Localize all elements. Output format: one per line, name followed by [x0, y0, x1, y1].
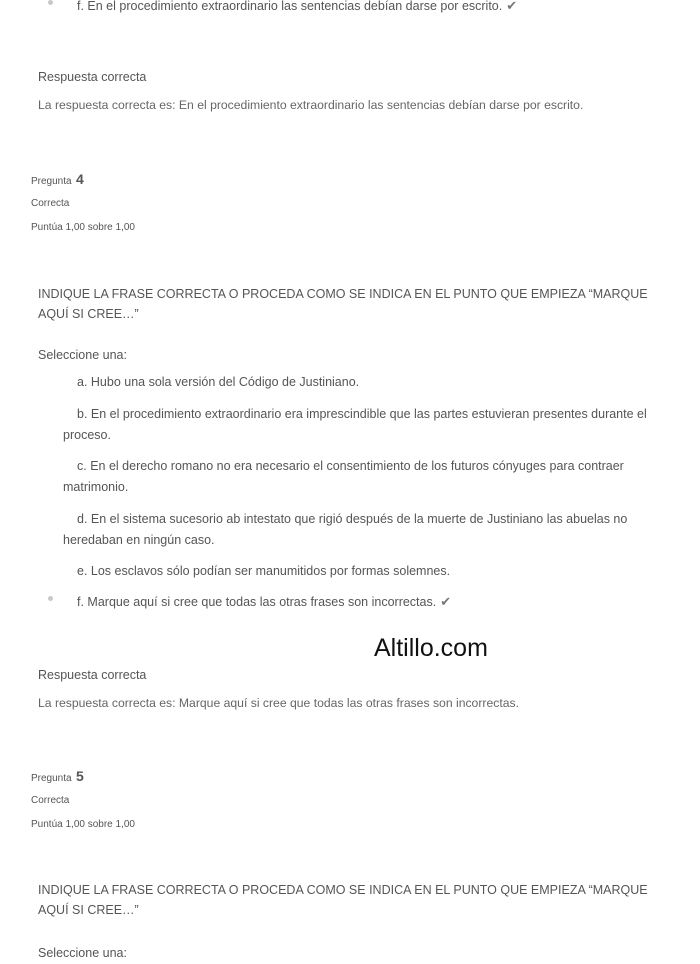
question-number: 5 — [76, 768, 84, 784]
question-state-q4: Correcta — [31, 198, 70, 209]
select-label-q4: Seleccione una: — [38, 348, 127, 362]
question-grade-q4: Puntúa 1,00 sobre 1,00 — [31, 222, 135, 233]
feedback-body-q3: La respuesta correcta es: En el procedimiento extraordinario las sentencias debían darse por escrito. — [38, 98, 584, 112]
question-grade-q5: Puntúa 1,00 sobre 1,00 — [31, 819, 135, 830]
option-c-q4-label: c. En el derecho romano no era necesario el consentimiento de los futuros cónyuges para contraer matrimonio. — [63, 459, 624, 494]
option-f-q4[interactable] — [77, 591, 451, 613]
check-icon: ✔ — [506, 0, 518, 13]
option-f-q4-label: f. Marque aquí si cree que todas las otras frases son incorrectas. — [77, 595, 437, 609]
option-b-q4-label: b. En el procedimiento extraordinario era imprescindible que las partes estuvieran presentes durante el proceso. — [63, 407, 647, 442]
question-number: 4 — [76, 171, 84, 187]
radio-selected-icon[interactable] — [48, 0, 53, 5]
feedback-body-q4: La respuesta correcta es: Marque aquí si cree que todas las otras frases son incorrectas. — [38, 696, 519, 710]
option-e-q4[interactable]: e. Los esclavos sólo podían ser manumitidos por formas solemnes. — [77, 564, 451, 578]
option-d-q4-label: d. En el sistema sucesorio ab intestato que rigió después de la muerte de Justiniano las abuelas no heredaban en ningún caso. — [63, 512, 628, 547]
option-f-q3-label: f. En el procedimiento extraordinario las sentencias debían darse por escrito. — [77, 0, 503, 13]
feedback-title-q4: Respuesta correcta — [38, 668, 147, 682]
radio-selected-icon[interactable] — [48, 596, 53, 601]
feedback-title-q3: Respuesta correcta — [38, 70, 147, 84]
question-text-q5: INDIQUE LA FRASE CORRECTA O PROCEDA COMO SE INDICA EN EL PUNTO QUE EMPIEZA “MARQUE AQUÍ SI CREE…” — [38, 883, 648, 917]
question-info-q5 — [31, 768, 84, 786]
option-d-q4[interactable] — [63, 509, 681, 551]
watermark: Altillo.com — [374, 634, 488, 662]
question-label: Pregunta — [31, 773, 72, 784]
option-b-q4[interactable] — [63, 404, 673, 446]
question-text-q4: INDIQUE LA FRASE CORRECTA O PROCEDA COMO SE INDICA EN EL PUNTO QUE EMPIEZA “MARQUE AQUÍ SI CREE…” — [38, 287, 648, 321]
select-label-q5: Seleccione una: — [38, 946, 127, 960]
option-a-q4[interactable]: a. Hubo una sola versión del Código de Justiniano. — [77, 375, 360, 389]
option-c-q4[interactable] — [63, 456, 673, 498]
question-state-q5: Correcta — [31, 795, 70, 806]
check-icon: ✔ — [440, 594, 452, 609]
question-label: Pregunta — [31, 176, 72, 187]
question-info-q4 — [31, 171, 84, 189]
option-f-q3[interactable] — [77, 0, 517, 17]
